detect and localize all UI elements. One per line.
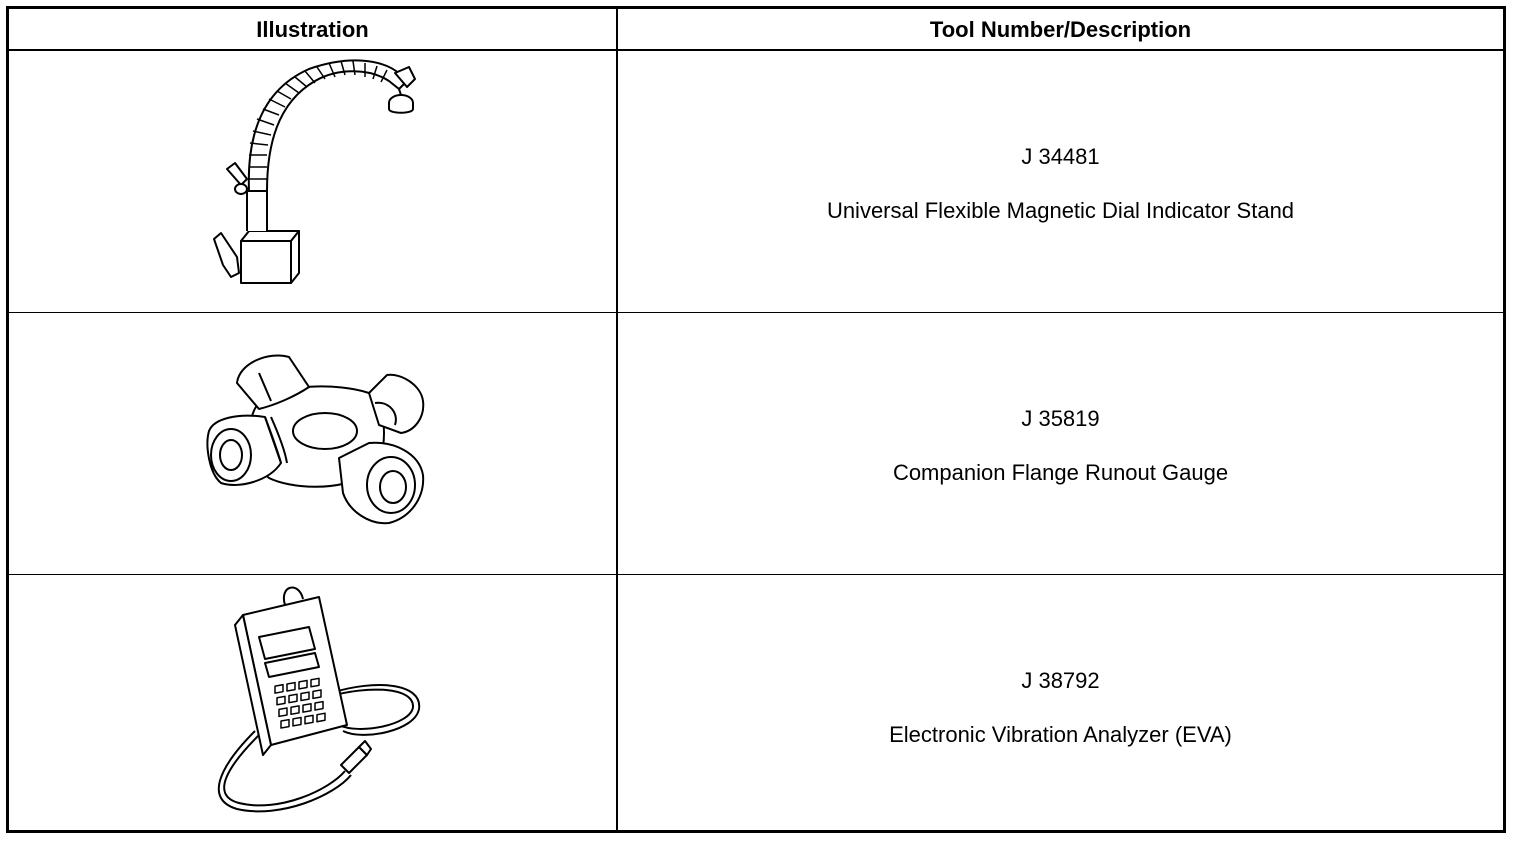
illustration-cell bbox=[9, 313, 616, 574]
description-cell bbox=[618, 51, 1503, 312]
tool-number: J 34481 bbox=[1021, 144, 1100, 169]
dial-indicator-stand-icon bbox=[9, 51, 616, 313]
tool-number: J 35819 bbox=[1021, 406, 1100, 431]
tools-table bbox=[6, 6, 1506, 833]
vibration-analyzer-icon bbox=[9, 575, 616, 830]
tool-description: Companion Flange Runout Gauge bbox=[892, 460, 1229, 485]
description-cell bbox=[618, 575, 1503, 830]
illustration-cell bbox=[9, 575, 616, 830]
universal-joint-cross-icon bbox=[9, 313, 616, 575]
table-row bbox=[9, 313, 1503, 575]
table-header bbox=[9, 9, 1503, 51]
tool-number: J 38792 bbox=[1021, 668, 1100, 693]
tool-description: Electronic Vibration Analyzer (EVA) bbox=[889, 722, 1232, 747]
illustration-cell bbox=[9, 51, 616, 312]
header-tool: Tool Number/Description bbox=[929, 17, 1192, 42]
table-row bbox=[9, 575, 1503, 830]
tool-description: Universal Flexible Magnetic Dial Indicator Stand bbox=[826, 198, 1295, 223]
table-row bbox=[9, 51, 1503, 313]
header-illustration: Illustration bbox=[256, 17, 369, 42]
description-cell bbox=[618, 313, 1503, 574]
